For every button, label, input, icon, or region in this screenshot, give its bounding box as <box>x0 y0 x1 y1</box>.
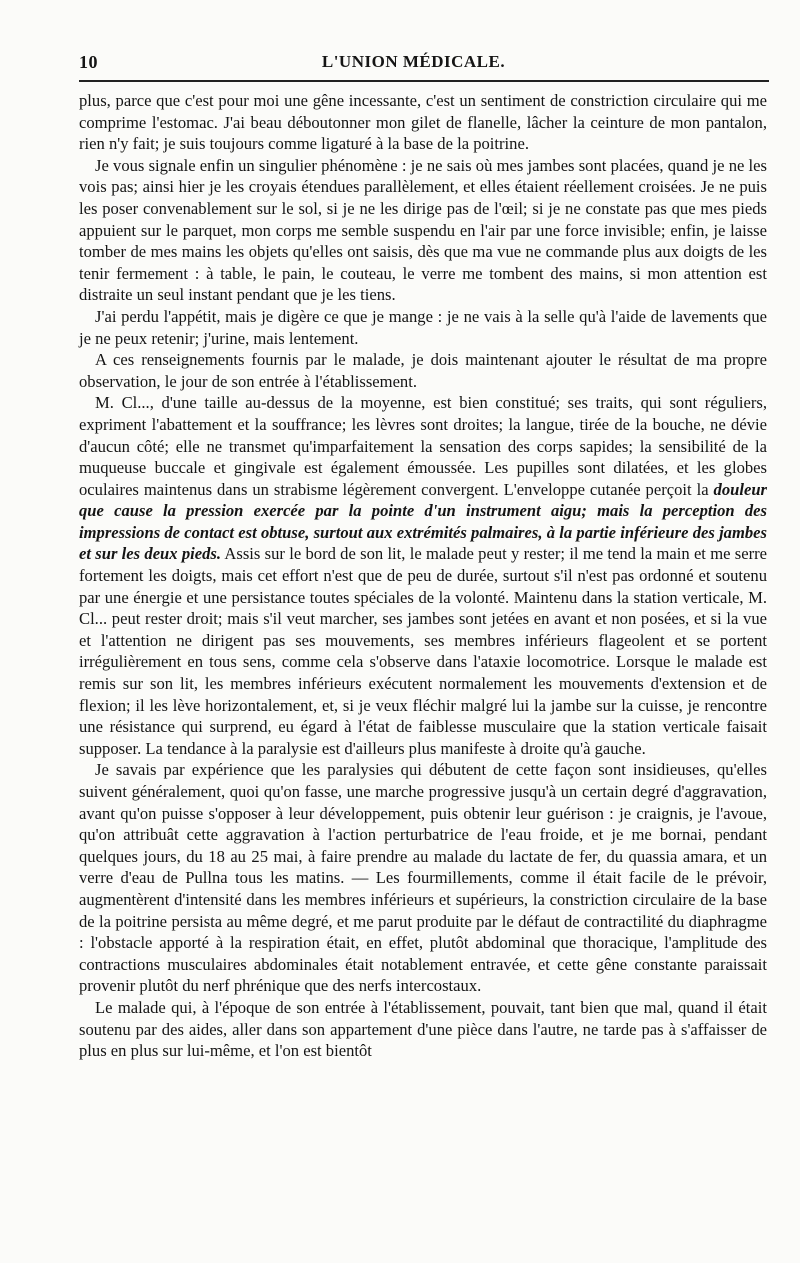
paragraph-text: Le malade qui, à l'époque de son entrée à l'établissement, pouvait, tant bien que mal, quand il était soutenu par des aides, aller dans son appartement d'une pièce dans l'autre, ne tarde pas à s'affaisser de plus en plus sur lui-même, et l'on est bientôt <box>79 997 767 1061</box>
paragraph-text: Je vous signale enfin un singulier phénomène : je ne sais où mes jambes sont placées, quand je ne les vois pas; ainsi hier je les croyais étendues parallèlement, et elles étaient réellement croisées. Je ne puis les poser convenablement sur le sol, si je ne les dirige pas de l'œil; si je ne constate pas que mes pieds appuient sur le parquet, mon corps me semble suspendu en l'air par une force invisible; enfin, je laisse tomber de mes mains les objets qu'elles ont saisis, dès que ma vue ne commande plus aux doigts de les tenir fermement : à table, le pain, le couteau, le verre me tombent des mains, si mon attention est distraite un seul instant pendant que je les tiens. <box>79 155 767 305</box>
paragraph <box>79 349 767 392</box>
page-header <box>79 46 768 80</box>
paragraph-text: A ces renseignements fournis par le malade, je dois maintenant ajouter le résultat de ma propre observation, le jour de son entrée à l'établissement. <box>79 350 767 391</box>
paragraph-text: J'ai perdu l'appétit, mais je digère ce que je mange : je ne vais à la selle qu'à l'aide de lavements que je ne peux retenir; j'urine, mais lentement. <box>79 306 767 348</box>
paragraph <box>79 997 767 1062</box>
paragraph <box>79 306 767 349</box>
running-title: L'UNION MÉDICALE. <box>321 52 506 71</box>
paragraph <box>79 759 767 997</box>
emphasized-text: douleur que cause la pression exercée par la pointe d'un instrument aigu; mais la perception des impressions de contact est obtuse, surtout aux extrémités palmaires, à la partie inférieure des jambes et sur les deux pieds. <box>79 479 767 564</box>
paragraph-text: M. Cl..., d'une taille au-dessus de la moyenne, est bien constitué; ses traits, qui sont réguliers, expriment l'abattement et la souffrance; les lèvres sont droites; la langue, tirée de la bouche, ne dévie d'aucun côté; elle ne transmet qu'imparfaitement la sensation des corps sapides; la sensibilité de la muqueuse buccale et gingivale est également émoussée. Les pupilles sont dilatées, et les globes oculaires maintenus dans un strabisme légèrement convergent. L'enveloppe cutanée perçoit la <box>79 393 767 499</box>
header-rule <box>79 80 769 82</box>
paragraph <box>79 90 767 155</box>
paragraph-text: Je savais par expérience que les paralysies qui débutent de cette façon sont insidieuses, qu'elles suivent généralement, quoi qu'on fasse, une marche progressive jusqu'à un certain degré d'aggravation, avant qu'on puisse s'opposer à leur développement, puis obtenir leur guérison : je craignis, je l'avoue, qu'on attribuât cette aggravation à l'action perturbatrice de l'eau froide, et je me bornai, pendant quelques jours, du 18 au 25 mai, à faire prendre au malade du lactate de fer, du quassia amara, et un verre d'eau de Pullna tous les matins. — Les fourmillements, comme il était facile de le prévoir, augmentèrent d'intensité dans les membres inférieurs et supérieurs, la constriction circulaire de la base de la poitrine persista au même degré, et me parut produite par le défaut de contractilité du diaphragme : l'obstacle apporté à la respiration était, en effet, plutôt abdominal que thoracique, l'amplitude des contractions musculaires abdominales était notablement entravée, et cette gêne constante paraissait provenir plutôt du nerf phrénique que des nerfs intercostaux. <box>79 760 767 996</box>
paragraph-text: plus, parce que c'est pour moi une gêne incessante, c'est un sentiment de constriction circulaire qui me comprime l'estomac. J'ai beau déboutonner mon gilet de flanelle, lâcher la ceinture de mon pantalon, rien n'y fait; je suis toujours comme ligaturé à la base de la poitrine. <box>79 91 767 154</box>
paragraph <box>79 155 767 306</box>
paragraph <box>79 392 767 759</box>
paragraph-text: Assis sur le bord de son lit, le malade peut y rester; il me tend la main et me serre fortement les doigts, mais cet effort n'est que de peu de durée, surtout s'il n'est pas ordonné et soutenu par une énergie et une persistance toutes spéciales de la volonté. Maintenu dans la station verticale, M. Cl... peut rester droit; mais s'il veut marcher, ses jambes sont jetées en avant et non posées, et si la vue et l'attention ne dirigent pas ses mouvements, ses membres inférieurs flageolent et se portent irrégulièrement en tous sens, comme cela s'observe dans l'ataxie locomotrice. Lorsque le malade est remis sur son lit, les membres inférieurs exécutent normalement les mouvements d'extension et de flexion; il les lève horizontalement, et, si je veux fléchir malgré lui la jambe sur la cuisse, je rencontre une résistance qui surprend, eu égard à l'état de faiblesse musculaire que la station verticale faisait supposer. La tendance à la paralysie est d'ailleurs plus manifeste à droite qu'à gauche. <box>79 544 767 758</box>
page-number: 10 <box>79 52 98 72</box>
body-text <box>79 90 767 1062</box>
